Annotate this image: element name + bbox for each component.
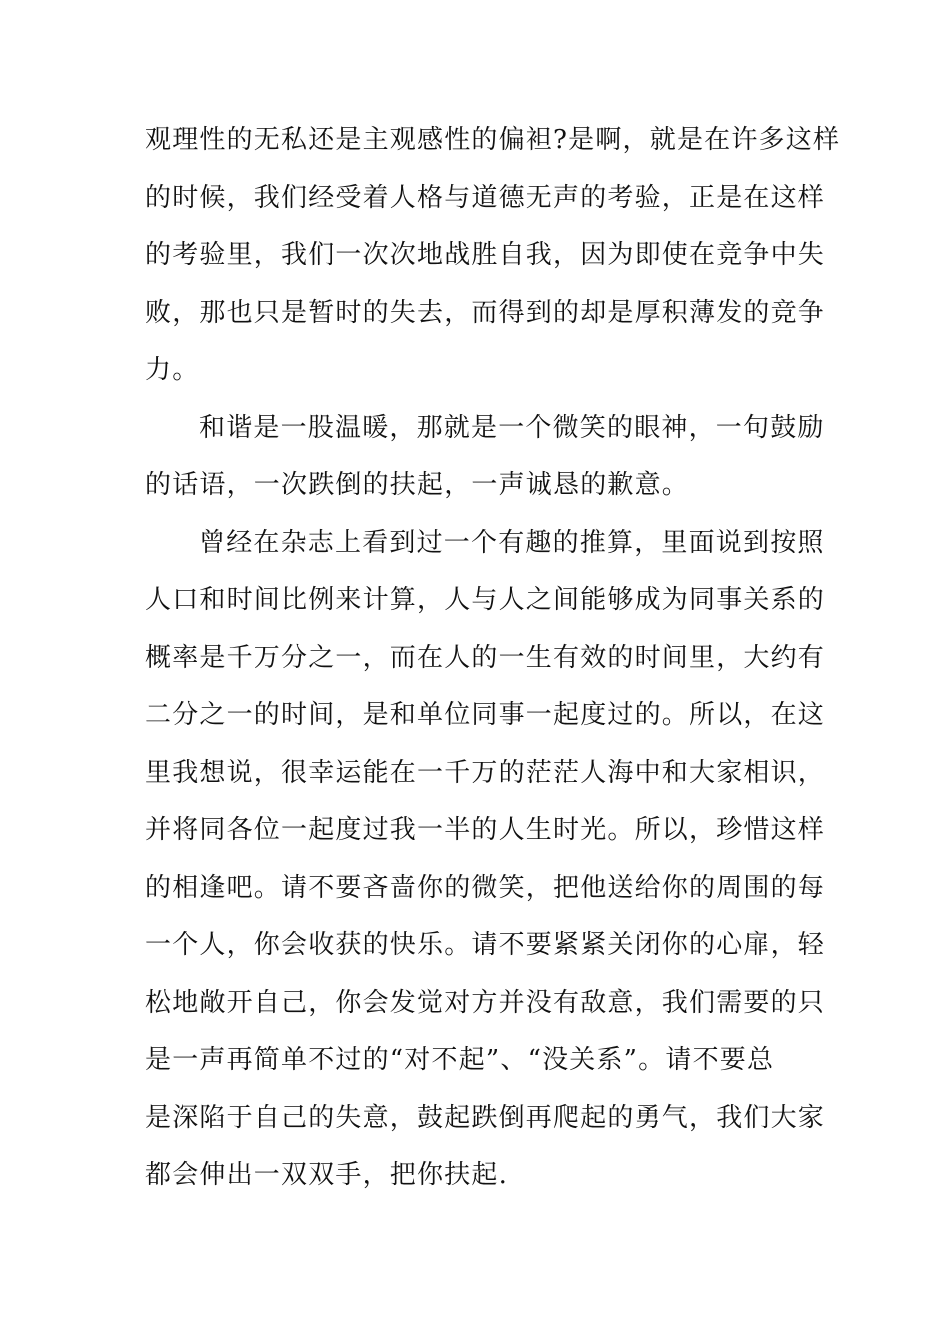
paragraph-3 — [145, 515, 826, 1205]
text-line: 一个人，你会收获的快乐。请不要紧紧关闭你的心扉，轻 — [145, 930, 826, 960]
text-line: 的时候，我们经受着人格与道德无声的考验，正是在这样 — [145, 182, 826, 213]
text-line: 是深陷于自己的失意，鼓起跌倒再爬起的勇气，我们大家 — [145, 1102, 826, 1133]
text-line: 概率是千万分之一，而在人的一生有效的时间里，大约有 — [145, 642, 826, 673]
text-line: 都会伸出一双双手，把你扶起. — [145, 1160, 509, 1190]
text-line: 是一声再简单不过的“对不起”、“没关系”。请不要总 — [145, 1045, 775, 1075]
body-text — [145, 112, 841, 1205]
text-line: 人口和时间比例来计算，人与人之间能够成为同事关系的 — [145, 585, 826, 615]
text-line: 观理性的无私还是主观感性的偏袒?是啊，就是在许多这样 — [145, 125, 841, 155]
text-line: 败，那也只是暂时的失去，而得到的却是厚积薄发的竞争 — [145, 297, 826, 328]
text-line: 并将同各位一起度过我一半的人生时光。所以，珍惜这样 — [145, 815, 826, 845]
text-line: 力。 — [145, 355, 200, 385]
text-line: 二分之一的时间，是和单位同事一起度过的。所以，在这 — [145, 700, 826, 730]
text-line: 和谐是一股温暖，那就是一个微笑的眼神，一句鼓励 — [199, 412, 825, 443]
text-line: 的相逢吧。请不要吝啬你的微笑，把他送给你的周围的每 — [145, 872, 826, 903]
paragraph-2 — [145, 400, 825, 515]
text-line: 松地敞开自己，你会发觉对方并没有敌意，我们需要的只 — [145, 987, 826, 1018]
text-line: 曾经在杂志上看到过一个有趣的推算，里面说到按照 — [199, 527, 825, 558]
text-line: 里我想说，很幸运能在一千万的茫茫人海中和大家相识， — [145, 757, 826, 788]
text-line: 的考验里，我们一次次地战胜自我，因为即使在竞争中失 — [145, 240, 826, 270]
text-line: 的话语，一次跌倒的扶起，一声诚恳的歉意。 — [145, 470, 690, 500]
paragraph-1 — [145, 112, 841, 400]
